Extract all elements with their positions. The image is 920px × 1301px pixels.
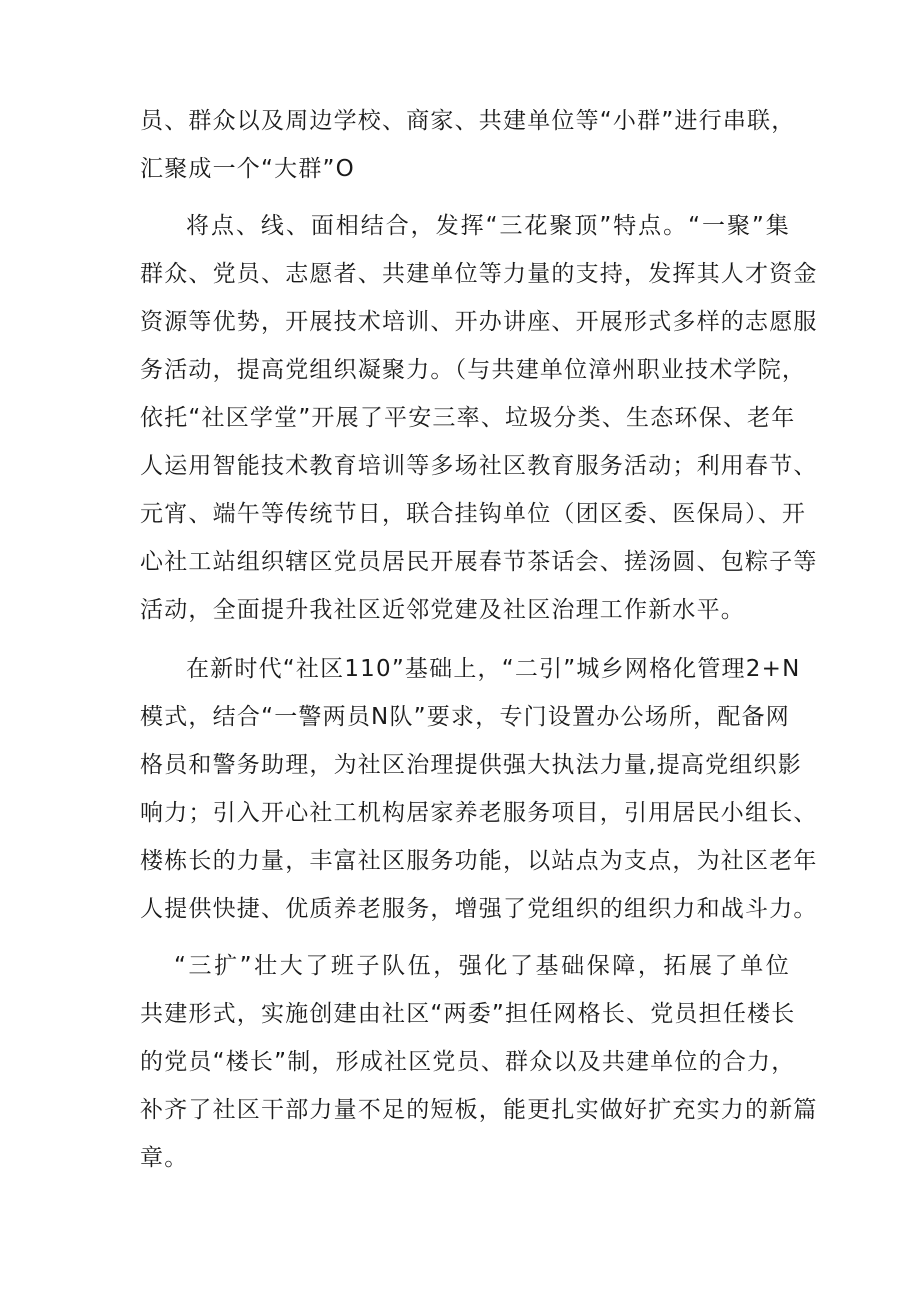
text-line: 格员和警务助理，为社区治理提供强大执法力量,提高党组织影 bbox=[140, 752, 802, 778]
text-line: 章。 bbox=[140, 1145, 189, 1171]
text-line: 汇聚成一个“大群”O bbox=[140, 156, 355, 182]
text-line: 补齐了社区干部力量不足的短板，能更扎实做好扩充实力的新篇 bbox=[140, 1097, 818, 1123]
text-line: 元宵、端午等传统节日，联合挂钩单位（团区委、医保局）、开 bbox=[140, 501, 807, 527]
text-line: 活动，全面提升我社区近邻党建及社区治理工作新水平。 bbox=[140, 597, 745, 623]
text-line: 将点、线、面相结合，发挥“三花聚顶”特点。“一聚”集 bbox=[186, 213, 790, 239]
text-line: 资源等优势，开展技术培训、开办讲座、开展形式多样的志愿服 bbox=[140, 309, 818, 335]
text-line: 楼栋长的力量，丰富社区服务功能，以站点为支点，为社区老年 bbox=[140, 848, 818, 874]
text-line: 人运用智能技术教育培训等多场社区教育服务活动；利用春节、 bbox=[140, 453, 818, 479]
paragraph-4 bbox=[140, 942, 818, 1182]
text-line: 的党员“楼长”制，形成社区党员、群众以及共建单位的合力， bbox=[140, 1049, 796, 1075]
text-line: 人提供快捷、优质养老服务，增强了党组织的组织力和战斗力。 bbox=[140, 896, 818, 922]
paragraph-2 bbox=[140, 202, 818, 634]
paragraph-3 bbox=[140, 645, 818, 933]
text-line: 员、群众以及周边学校、商家、共建单位等“小群”进行串联， bbox=[140, 108, 796, 134]
paragraph-1 bbox=[140, 97, 796, 193]
text-line: “三扩”壮大了班子队伍，强化了基础保障，拓展了单位 bbox=[174, 953, 790, 979]
text-line: 心社工站组织辖区党员居民开展春节茶话会、搓汤圆、包粽子等 bbox=[140, 549, 818, 575]
text-line: 模式，结合“一警两员N队”要求，专门设置办公场所，配备网 bbox=[140, 704, 790, 730]
text-line: 在新时代“社区110”基础上，“二引”城乡网格化管理2+N bbox=[186, 656, 801, 682]
text-line: 共建形式，实施创建由社区“两委”担任网格长、党员担任楼长 bbox=[140, 1001, 796, 1027]
text-line: 依托“社区学堂”开展了平安三率、垃圾分类、生态环保、老年 bbox=[140, 405, 796, 431]
text-line: 务活动，提高党组织凝聚力。（与共建单位漳州职业技术学院， bbox=[140, 357, 807, 383]
text-line: 响力；引入开心社工机构居家养老服务项目，引用居民小组长、 bbox=[140, 800, 818, 826]
text-line: 群众、党员、志愿者、共建单位等力量的支持，发挥其人才资金 bbox=[140, 261, 818, 287]
